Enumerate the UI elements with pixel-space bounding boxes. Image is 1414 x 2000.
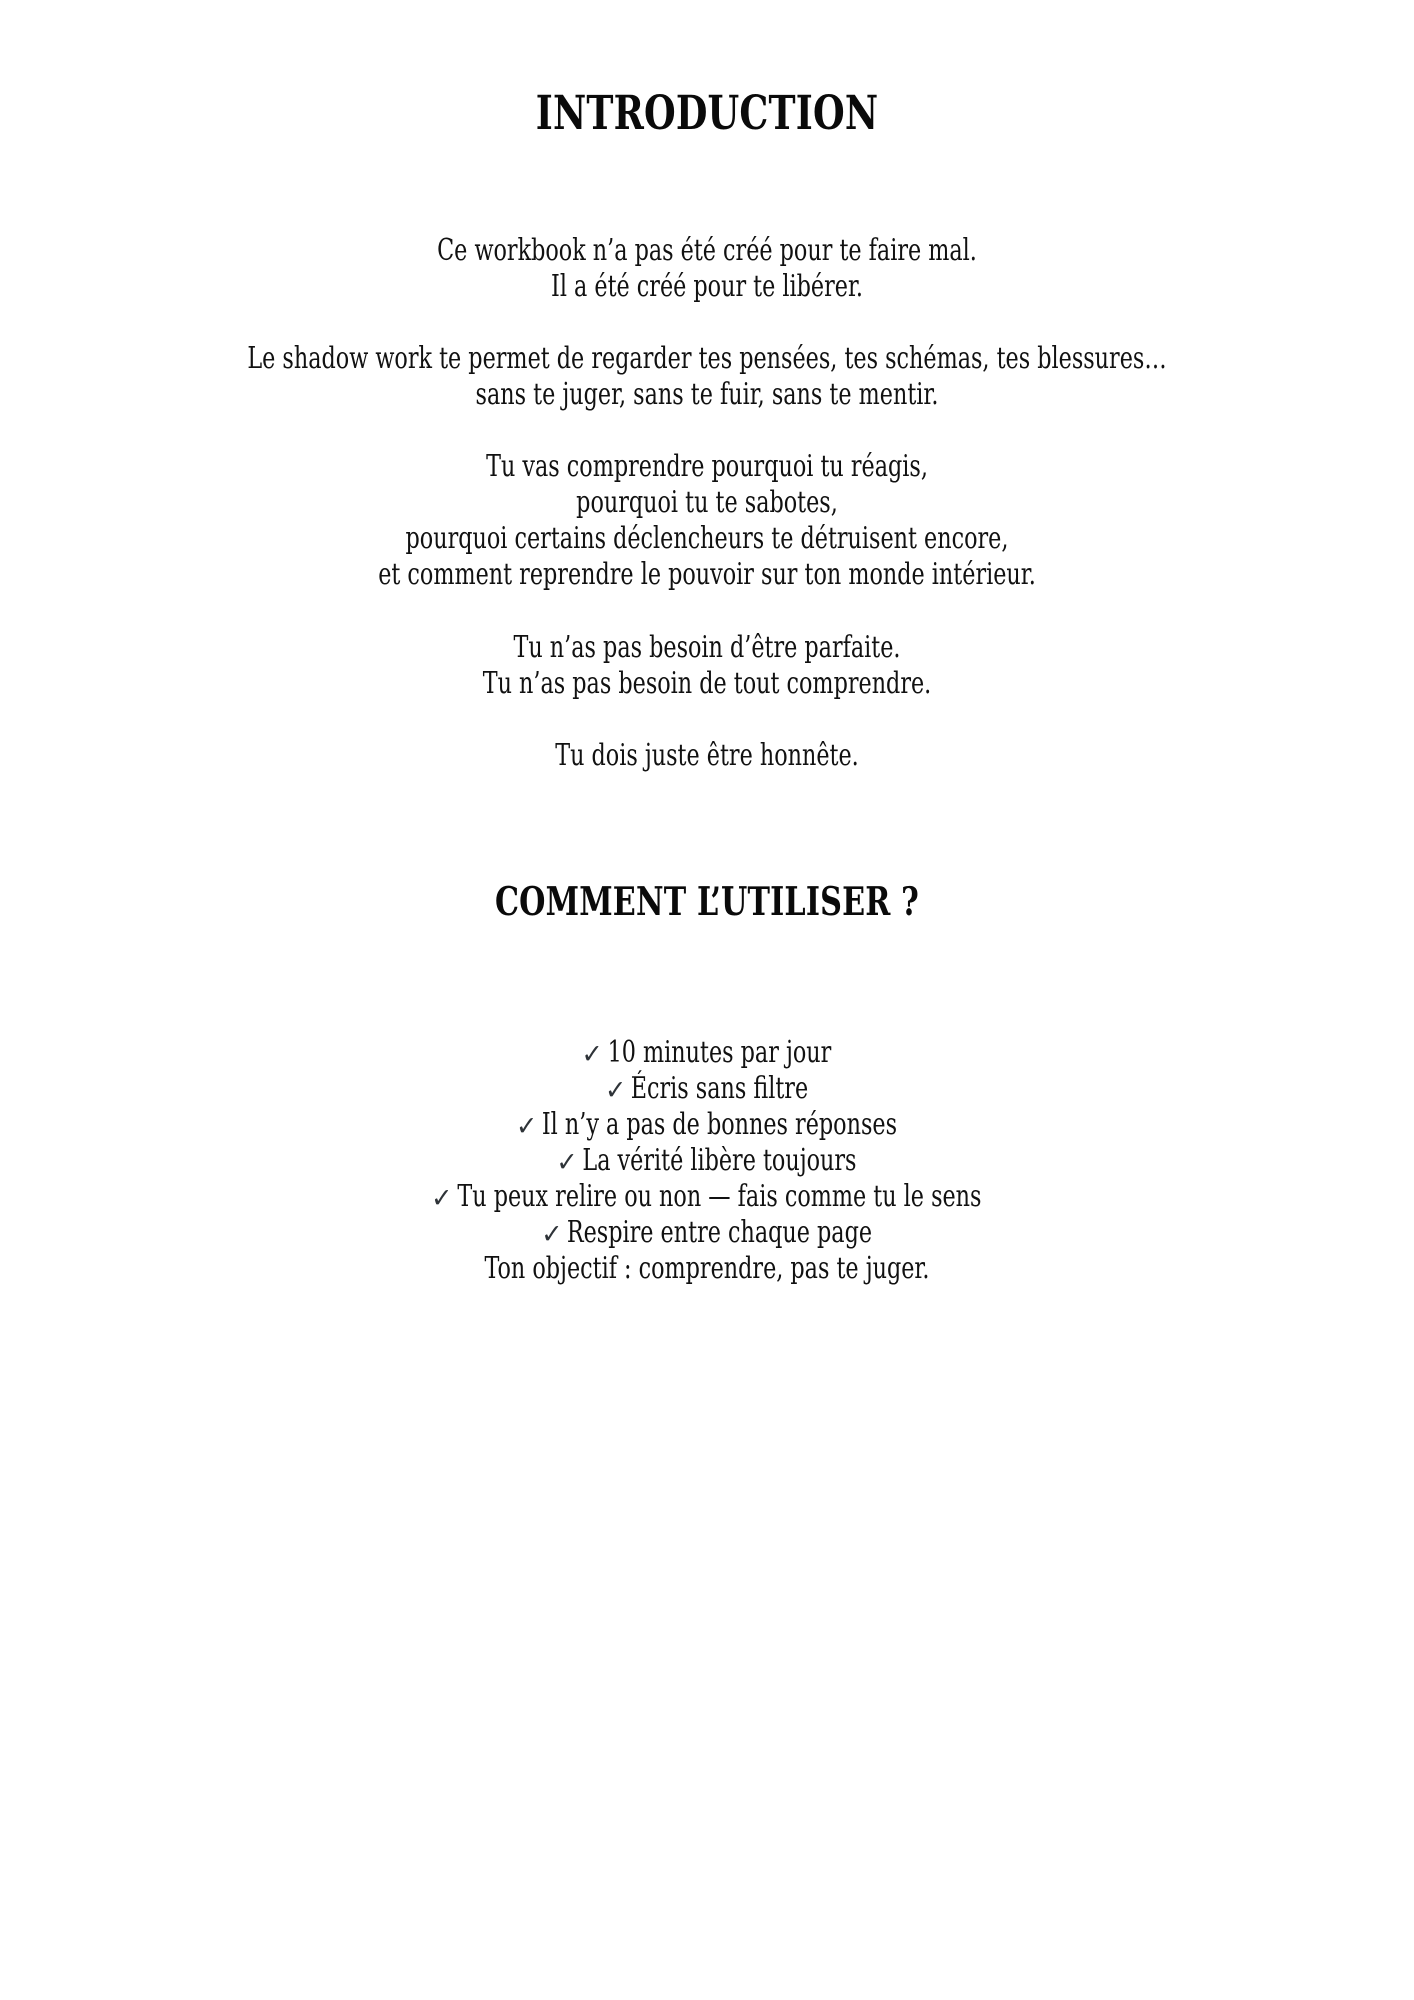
stanza-line: Tu n’as pas besoin d’être parfaite. bbox=[513, 629, 901, 664]
stanza-line: Tu vas comprendre pourquoi tu réagis, bbox=[486, 448, 928, 483]
stanza-line: Ce workbook n’a pas été créé pour te faire mal. bbox=[437, 232, 977, 267]
check-icon: ✓ bbox=[431, 1182, 453, 1214]
intro-stanza-2 bbox=[113, 304, 1301, 412]
list-item-label: La vérité libère toujours bbox=[582, 1142, 857, 1177]
intro-stanza-5 bbox=[113, 701, 1301, 773]
stanza-line: sans te juger, sans te fuir, sans te mentir. bbox=[475, 376, 939, 411]
usage-section-header bbox=[0, 773, 1414, 924]
stanza-line: Tu n’as pas besoin de tout comprendre. bbox=[482, 665, 932, 700]
stanza-line: pourquoi tu te sabotes, bbox=[576, 484, 838, 519]
list-item bbox=[113, 1106, 1301, 1142]
intro-stanza-3 bbox=[113, 412, 1301, 592]
list-item-label: Écris sans filtre bbox=[630, 1070, 809, 1105]
intro-stanza-4 bbox=[113, 592, 1301, 701]
list-item bbox=[113, 1142, 1301, 1178]
list-item bbox=[113, 1034, 1301, 1070]
list-item bbox=[113, 1070, 1301, 1106]
list-item-label: Respire entre chaque page bbox=[566, 1214, 873, 1249]
list-item-label: Tu peux relire ou non — fais comme tu le sens bbox=[457, 1178, 982, 1213]
page-title-introduction: INTRODUCTION bbox=[535, 86, 879, 141]
stanza-line: Le shadow work te permet de regarder tes pensées, tes schémas, tes blessures… bbox=[247, 340, 1167, 375]
usage-closing-line: Ton objectif : comprendre, pas te juger. bbox=[484, 1250, 930, 1285]
check-icon: ✓ bbox=[581, 1038, 603, 1070]
usage-checklist bbox=[113, 924, 1301, 1286]
check-icon: ✓ bbox=[515, 1110, 538, 1142]
list-item-label: Il n’y a pas de bonnes réponses bbox=[541, 1106, 898, 1141]
stanza-line: pourquoi certains déclencheurs te détruisent encore, bbox=[405, 520, 1009, 555]
stanza-line: Il a été créé pour te libérer. bbox=[551, 268, 863, 303]
check-icon: ✓ bbox=[540, 1218, 563, 1250]
intro-stanza-1 bbox=[113, 140, 1301, 304]
list-item bbox=[113, 1178, 1301, 1214]
stanza-line: Tu dois juste être honnête. bbox=[555, 737, 859, 772]
list-item bbox=[113, 1214, 1301, 1250]
check-icon: ✓ bbox=[556, 1146, 578, 1178]
section-title-comment-lutiliser: COMMENT L’UTILISER ? bbox=[494, 878, 920, 925]
stanza-line: et comment reprendre le pouvoir sur ton monde intérieur. bbox=[378, 556, 1036, 591]
check-icon: ✓ bbox=[604, 1074, 626, 1106]
list-item-label: 10 minutes par jour bbox=[607, 1034, 832, 1069]
